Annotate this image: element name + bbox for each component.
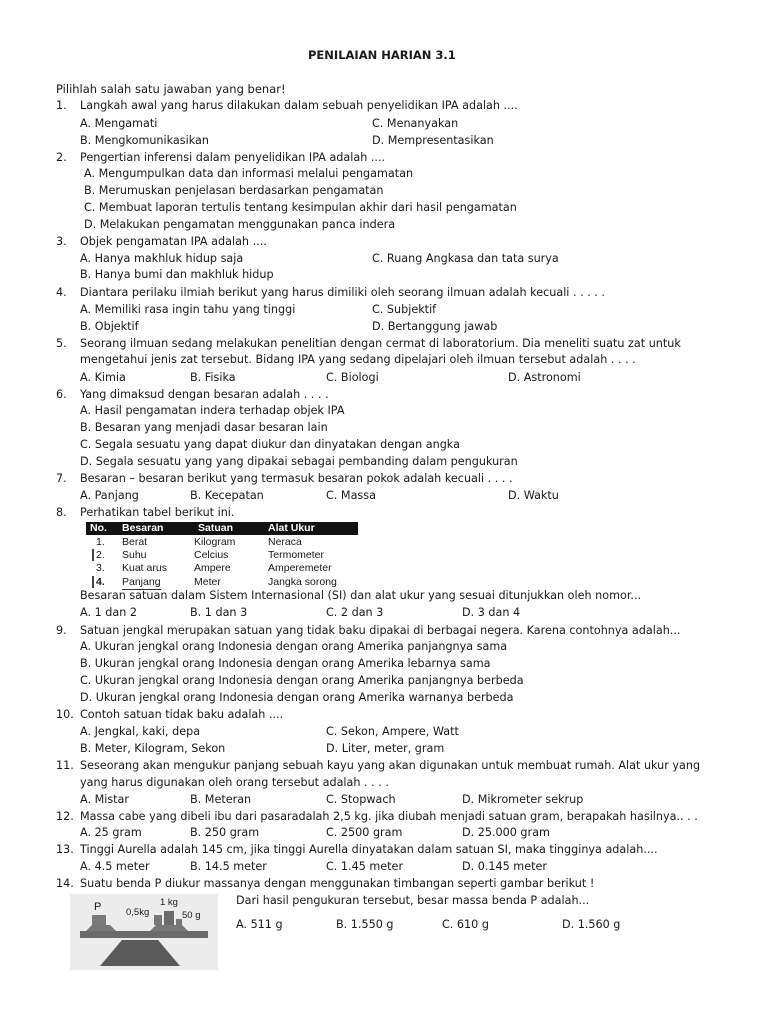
q8-number: 8. — [56, 506, 67, 519]
q6-option-a: A. Hasil pengamatan indera terhadap objek IPA — [80, 404, 345, 417]
table-row-2-alat: Termometer — [268, 549, 325, 561]
q2-number: 2. — [56, 151, 67, 164]
table-row-3-satuan: Ampere — [194, 562, 231, 574]
table-row-2-no: 2. — [96, 549, 105, 561]
q14-option-b: B. 1.550 g — [336, 918, 394, 931]
q6-option-b: B. Besaran yang menjadi dasar besaran lain — [80, 421, 328, 434]
table-row-4-besaran: Panjang — [122, 576, 161, 588]
q1-option-a: A. Mengamati — [80, 117, 158, 130]
label-p: P — [94, 901, 102, 913]
right-pan — [150, 925, 188, 931]
table-header-satuan: Satuan — [198, 522, 234, 534]
q9-option-a: A. Ukuran jengkal orang Indonesia dengan orang Amerika panjangnya sama — [80, 640, 508, 653]
q4-number: 4. — [56, 286, 67, 299]
q14-option-c: C. 610 g — [442, 918, 489, 931]
q7-option-c: C. Massa — [326, 489, 376, 502]
q6-option-c: C. Segala sesuatu yang dapat diukur dan dinyatakan dengan angka — [80, 438, 460, 451]
q10-option-b: B. Meter, Kilogram, Sekon — [80, 742, 226, 755]
q7-question: Besaran – besaran berikut yang termasuk besaran pokok adalah kecuali . . . . — [80, 472, 513, 485]
table-row-1-besaran: Berat — [122, 536, 148, 548]
q4-option-a: A. Memiliki rasa ingin tahu yang tinggi — [80, 303, 296, 316]
q5-number: 5. — [56, 337, 67, 350]
q11-option-a: A. Mistar — [80, 793, 129, 806]
q12-option-c: C. 2500 gram — [326, 826, 403, 839]
table-header-alat-ukur: Alat Ukur — [268, 522, 315, 534]
q13-number: 13. — [56, 843, 74, 856]
q10-option-c: C. Sekon, Ampere, Watt — [326, 725, 459, 738]
q7-option-b: B. Kecepatan — [190, 489, 264, 502]
weight-1kg — [164, 911, 174, 925]
q3-option-a: A. Hanya makhluk hidup saja — [80, 252, 244, 265]
q5-question-line1: Seorang ilmuan sedang melakukan penelitian dengan cermat di laboratorium. Dia meneliti suatu zat untuk — [80, 337, 681, 350]
q14-option-d: D. 1.560 g — [562, 918, 621, 931]
left-pan — [86, 925, 116, 931]
q13-option-b: B. 14.5 meter — [190, 860, 267, 873]
q14-question: Suatu benda P diukur massanya dengan menggunakan timbangan seperti gambar berikut ! — [80, 877, 595, 890]
table-row-4-alat: Jangka sorong — [268, 576, 337, 588]
table-row-2-besaran: Suhu — [122, 549, 147, 561]
q3-number: 3. — [56, 235, 67, 248]
scale-beam — [80, 931, 208, 938]
q9-option-d: D. Ukuran jengkal orang Indonesia dengan orang Amerika warnanya berbeda — [80, 691, 514, 704]
table-header-besaran: Besaran — [122, 522, 164, 534]
q8-option-d: D. 3 dan 4 — [462, 606, 521, 619]
q5-option-c: C. Biologi — [326, 371, 379, 384]
q9-option-b: B. Ukuran jengkal orang Indonesia dengan orang Amerika lebarnya sama — [80, 657, 491, 670]
q1-question: Langkah awal yang harus dilakukan dalam sebuah penyelidikan IPA adalah .... — [80, 99, 518, 112]
q11-option-c: C. Stopwach — [326, 793, 396, 806]
q14-option-a: A. 511 g — [236, 918, 283, 931]
q1-option-b: B. Mengkomunikasikan — [80, 134, 209, 147]
q1-option-d: D. Mempresentasikan — [372, 134, 494, 147]
q9-number: 9. — [56, 624, 67, 637]
q13-option-d: D. 0.145 meter — [462, 860, 547, 873]
q12-question: Massa cabe yang dibeli ibu dari pasaradalah 2,5 kg. jika diubah menjadi satuan gram, berapakah hasilnya.. . . — [80, 810, 698, 823]
q13-option-a: A. 4.5 meter — [80, 860, 150, 873]
q11-option-b: B. Meteran — [190, 793, 252, 806]
q10-number: 10. — [56, 708, 74, 721]
q2-question: Pengertian inferensi dalam penyelidikan IPA adalah .... — [80, 151, 386, 164]
q8-question-2: Besaran satuan dalam Sistem Internasional (SI) dan alat ukur yang sesuai ditunjukkan oleh nomor... — [80, 589, 642, 602]
q4-option-c: C. Subjektif — [372, 303, 437, 316]
q14-number: 14. — [56, 877, 74, 890]
q2-option-a: A. Mengumpulkan data dan informasi melalui pengamatan — [84, 167, 414, 180]
weight-05kg — [154, 915, 162, 925]
q2-option-c: C. Membuat laporan tertulis tentang kesimpulan akhir dari hasil pengamatan — [84, 201, 517, 214]
q7-option-a: A. Panjang — [80, 489, 139, 502]
q8-option-b: B. 1 dan 3 — [190, 606, 248, 619]
q2-option-d: D. Melakukan pengamatan menggunakan panca indera — [84, 218, 396, 231]
q13-option-c: C. 1.45 meter — [326, 860, 404, 873]
q14-question-2: Dari hasil pengukuran tersebut, besar massa benda P adalah... — [236, 894, 590, 907]
q5-question-line2: mengetahui jenis zat tersebut. Bidang IPA yang sedang dipelajari oleh ilmuan tersebut adalah . . . . — [80, 353, 636, 366]
q8-option-c: C. 2 dan 3 — [326, 606, 384, 619]
page-title: PENILAIAN HARIAN 3.1 — [308, 48, 456, 62]
q13-question: Tinggi Aurella adalah 145 cm, jika tinggi Aurella dinyatakan dalam satuan SI, maka tingginya adalah.... — [80, 843, 658, 856]
scale-base — [100, 940, 180, 966]
table-row-2-satuan: Celcius — [194, 549, 229, 561]
q7-option-d: D. Waktu — [508, 489, 559, 502]
label-1kg: 1 kg — [160, 897, 178, 908]
table-edge-mark — [92, 576, 94, 588]
table-row-1-no: 1. — [96, 536, 105, 548]
measurement-table — [86, 522, 358, 590]
table-row-4-satuan: Meter — [194, 576, 221, 588]
label-05kg: 0,5kg — [126, 907, 150, 918]
q6-number: 6. — [56, 388, 67, 401]
table-row-1-satuan: Kilogram — [194, 536, 236, 548]
q3-option-b: B. Hanya bumi dan makhluk hidup — [80, 268, 274, 281]
q11-option-d: D. Mikrometer sekrup — [462, 793, 584, 806]
table-row-3-besaran: Kuat arus — [122, 562, 167, 574]
table-row-4-no: 4. — [96, 576, 105, 588]
balance-scale-figure — [70, 894, 218, 970]
q3-question: Objek pengamatan IPA adalah .... — [80, 235, 267, 248]
q1-option-c: C. Menanyakan — [372, 117, 459, 130]
object-p — [92, 915, 106, 925]
table-edge-mark — [92, 549, 94, 561]
q11-question-line2: yang harus digunakan oleh orang tersebut adalah . . . . — [80, 776, 389, 789]
q2-option-b: B. Merumuskan penjelasan berdasarkan pengamatan — [84, 184, 384, 197]
q10-question: Contoh satuan tidak baku adalah .... — [80, 708, 284, 721]
label-50g: 50 g — [182, 910, 201, 921]
q12-option-b: B. 250 gram — [190, 826, 260, 839]
q12-option-a: A. 25 gram — [80, 826, 142, 839]
q11-number: 11. — [56, 759, 74, 772]
table-row-3-alat: Amperemeter — [268, 562, 332, 574]
instruction: Pilihlah salah satu jawaban yang benar! — [56, 82, 286, 96]
q4-question: Diantara perilaku ilmiah berikut yang harus dimiliki oleh seorang ilmuan adalah kecuali . . . . . — [80, 286, 605, 299]
q1-number: 1. — [56, 99, 67, 112]
q6-question: Yang dimaksud dengan besaran adalah . . . . — [80, 388, 329, 401]
q11-question-line1: Seseorang akan mengukur panjang sebuah kayu yang akan digunakan untuk membuat rumah. Alat ukur yang — [80, 759, 701, 772]
q3-option-c: C. Ruang Angkasa dan tata surya — [372, 252, 559, 265]
q5-option-b: B. Fisika — [190, 371, 236, 384]
q4-option-d: D. Bertanggung jawab — [372, 320, 498, 333]
q5-option-d: D. Astronomi — [508, 371, 581, 384]
q12-option-d: D. 25.000 gram — [462, 826, 550, 839]
q10-option-a: A. Jengkal, kaki, depa — [80, 725, 201, 738]
q5-option-a: A. Kimia — [80, 371, 126, 384]
q7-number: 7. — [56, 472, 67, 485]
q9-option-c: C. Ukuran jengkal orang Indonesia dengan orang Amerika panjangnya berbeda — [80, 674, 524, 687]
q8-question: Perhatikan tabel berikut ini. — [80, 506, 235, 519]
table-row-1-alat: Neraca — [268, 536, 302, 548]
table-header-no: No. — [90, 522, 107, 534]
table-row-3-no: 3. — [96, 562, 105, 574]
q6-option-d: D. Segala sesuatu yang yang dipakai sebagai pembanding dalam pengukuran — [80, 455, 518, 468]
q10-option-d: D. Liter, meter, gram — [326, 742, 445, 755]
q4-option-b: B. Objektif — [80, 320, 139, 333]
q9-question: Satuan jengkal merupakan satuan yang tidak baku dipakai di berbagai negera. Karena contohnya adalah... — [80, 624, 681, 637]
q12-number: 12. — [56, 810, 74, 823]
table-header — [86, 522, 358, 535]
q8-option-a: A. 1 dan 2 — [80, 606, 137, 619]
